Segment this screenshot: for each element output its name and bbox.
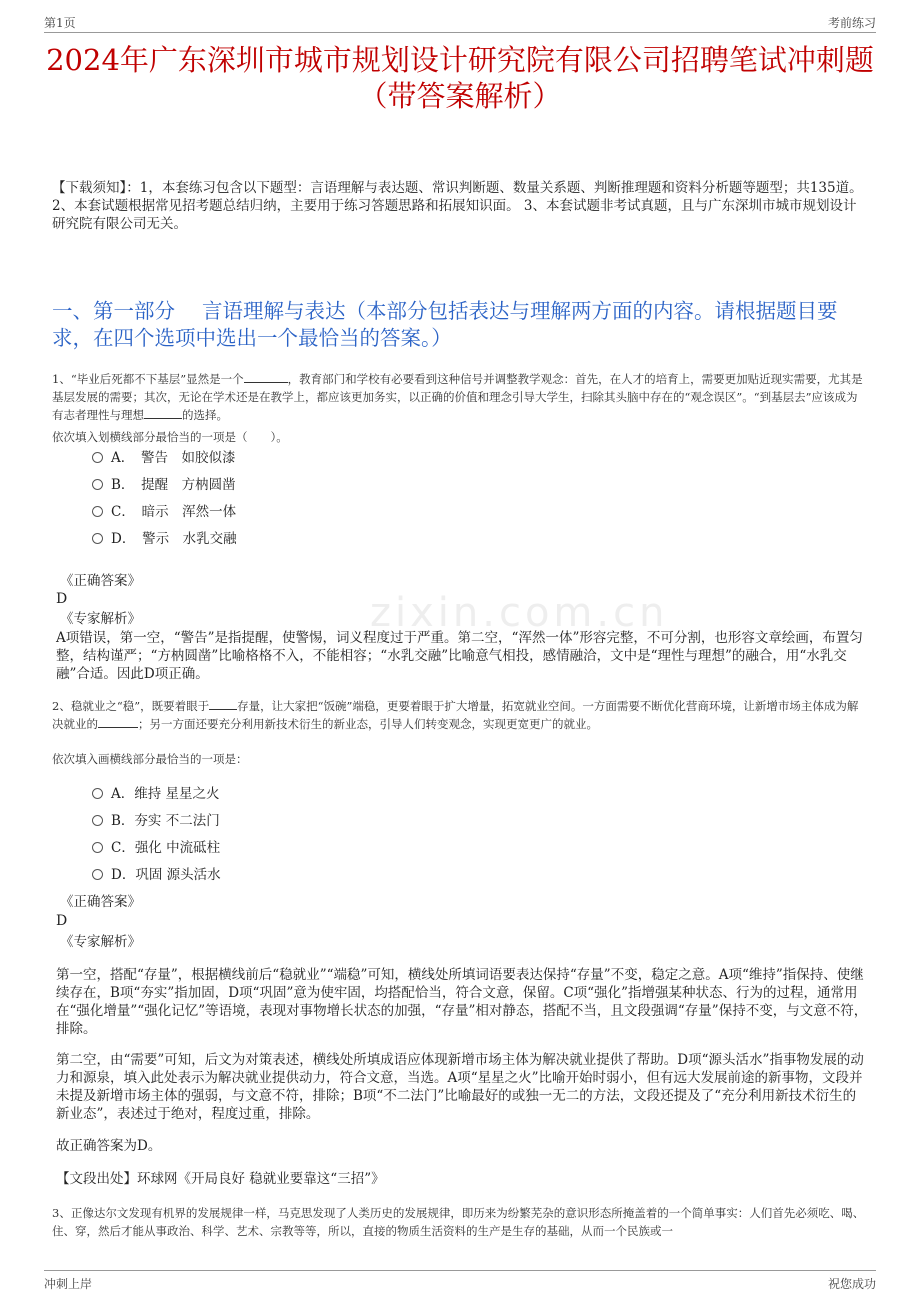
document-title: 2024年广东深圳市城市规划设计研究院有限公司招聘笔试冲刺题（带答案解析）: [46, 43, 874, 113]
option-c[interactable]: C． 暗示 浑然一体: [92, 499, 237, 526]
page-header: [44, 14, 876, 33]
radio-icon[interactable]: [92, 869, 103, 880]
page-footer: [44, 1270, 876, 1293]
option-b[interactable]: B． 提醒 方枘圆凿: [92, 472, 237, 499]
section-title: 一、第一部分 言语理解与表达（本部分包括表达与理解两方面的内容。请根据题目要求，在四个选项中选出一个最恰当的答案。）: [52, 299, 838, 350]
option-a[interactable]: A．维持 星星之火: [92, 781, 221, 808]
header-tag: 考前练习: [827, 16, 876, 30]
question-1-prompt: 依次填入划横线部分最恰当的一项是（ ）。: [52, 430, 288, 444]
watermark: zixin.com.cn: [370, 590, 669, 636]
radio-icon[interactable]: [92, 815, 103, 826]
answer-label: 《正确答案》: [60, 573, 141, 589]
question-1-options: [92, 445, 237, 553]
question-2-stem: 2、稳就业之“稳”，既要着眼于 存量，让大家把“饭碗”端稳，更要着眼于扩大增量，拓宽就业空间。一方面需要不断优化营商环境，让新增市场主体成为解决就业的 ；另一方面还要充分利用新技术衍生的新业态，引导人们转变观念，实现更宽更广的就业。: [52, 699, 859, 731]
question-3-stem: 3、正像达尔文发现有机界的发展规律一样，马克思发现了人类历史的发展规律，即历来为纷繁芜杂的意识形态所掩盖着的一个简单事实：人们首先必须吃、喝、住、穿，然后才能从事政治、科学、艺术、宗教等等，所以，直接的物质生活资料的生产是生存的基础，从而一个民族或一: [52, 1206, 865, 1238]
question-1-stem: 1、“毕业后死都不下基层”显然是一个 ，教育部门和学校有必要看到这种信号并调整教学观念：首先，在人才的培育上，需要更加贴近现实需要，尤其是基层发展的需要；其次，无论在学术还是在教学上，都应该更加务实，以正确的价值和理念引导大学生，扫除其头脑中存在的“观念误区”。“到基层去”应该成为有志者理性与理想 的选择。: [52, 372, 863, 422]
radio-icon[interactable]: [92, 842, 103, 853]
blank-line: [244, 370, 288, 383]
answer-conclusion: 故正确答案为D。: [56, 1138, 162, 1154]
answer-value: D: [56, 913, 68, 929]
answer-label: 《正确答案》: [60, 894, 141, 910]
download-notice: 【下载须知】：1，本套练习包含以下题型：言语理解与表达题、常识判断题、数量关系题、判断推理题和资料分析题等题型；共135道。 2、本套试题根据常见招考题总结归纳，主要用于练习答题思路和拓展知识面。 3、本套试题非考试真题，且与广东深圳市城市规划设计研究院有限公司无关。: [52, 180, 863, 232]
option-a[interactable]: A． 警告 如胶似漆: [92, 445, 237, 472]
analysis-label: 《专家解析》: [60, 611, 141, 627]
radio-icon[interactable]: [92, 479, 103, 490]
blank-line: [98, 715, 138, 728]
radio-icon[interactable]: [92, 533, 103, 544]
radio-icon[interactable]: [92, 452, 103, 463]
question-2-options: [92, 781, 221, 889]
analysis-label: 《专家解析》: [60, 934, 141, 950]
option-d[interactable]: D． 警示 水乳交融: [92, 526, 237, 553]
passage-source: 【文段出处】环球网《开局良好 稳就业要靠这“三招”》: [56, 1171, 385, 1187]
header-page-number: 第1页: [44, 16, 76, 30]
option-d[interactable]: D．巩固 源头活水: [92, 862, 221, 889]
radio-icon[interactable]: [92, 788, 103, 799]
blank-line: [144, 406, 182, 419]
footer-right: 祝您成功: [827, 1277, 876, 1291]
radio-icon[interactable]: [92, 506, 103, 517]
question-2-prompt: 依次填入画横线部分最恰当的一项是：: [52, 752, 248, 766]
analysis-paragraph-1: 第一空，搭配“存量”，根据横线前后“稳就业”“端稳”可知，横线处所填词语要表达保持“存量”不变，稳定之意。A项“维持”指保持、使继续存在，B项“夯实”指加固，D项“巩固”意为使牢固，均搭配恰当，符合文意，保留。C项“强化”指增强某种状态、行为的过程，通常用在“强化增量”“强化记忆”等语境，表现对事物增长状态的加强，“存量”相对静态，搭配不当，且文段强调“存量”保持不变，与文意不符，排除。: [56, 967, 868, 1037]
answer-value: D: [56, 591, 68, 607]
option-c[interactable]: C．强化 中流砥柱: [92, 835, 221, 862]
analysis-paragraph-2: 第二空，由“需要”可知，后文为对策表述，横线处所填成语应体现新增市场主体为解决就业提供了帮助。D项“源头活水”指事物发展的动力和源泉，填入此处表示为解决就业提供动力，符合文意，当选。A项“星星之火”比喻开始时弱小，但有远大发展前途的新事物，文段并未提及新增市场主体的强弱，与文意不符，排除；B项“不二法门”比喻最好的或独一无二的方法，文段还提及了“充分利用新技术衍生的新业态”，表述过于绝对，程度过重，排除。: [56, 1052, 864, 1122]
footer-left: 冲刺上岸: [44, 1277, 93, 1291]
blank-line: [209, 697, 237, 710]
option-b[interactable]: B．夯实 不二法门: [92, 808, 221, 835]
analysis-text: A项错误，第一空，“警告”是指提醒，使警惕，词义程度过于严重。第二空，“浑然一体”形容完整，不可分割，也形容文章绘画，布置匀整，结构谨严；“方枘圆凿”比喻格格不入，不能相容；“水乳交融”比喻意气相投，感情融洽，文中是“理性与理想”的融合，用“水乳交融”合适。因此D项正确。: [56, 630, 863, 682]
